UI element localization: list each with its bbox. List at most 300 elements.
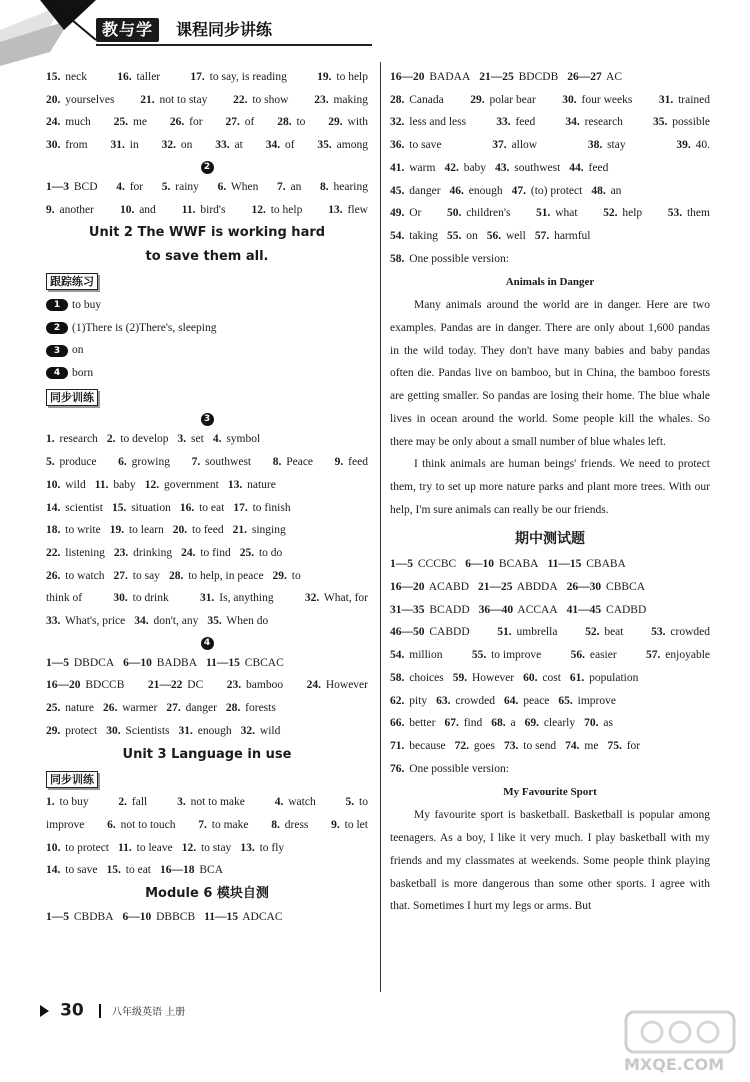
answer-number: 6—10	[465, 558, 494, 571]
answer-number: 41.	[390, 161, 405, 174]
answer-number: 33.	[496, 116, 511, 129]
answer-text: listening	[65, 546, 105, 559]
answer-item	[607, 740, 640, 752]
answer-text: stay	[607, 139, 626, 152]
answer-number: 21.	[140, 93, 155, 106]
header-rule	[96, 44, 372, 46]
answer-number: 7.	[276, 180, 286, 193]
answer-item	[110, 524, 164, 536]
page-number: 30	[60, 1000, 84, 1021]
section-number-badge: 2	[201, 161, 214, 174]
answer-text: to feed	[192, 524, 224, 537]
answer-line	[46, 66, 368, 89]
answer-number: 59.	[452, 671, 468, 684]
answer-item	[114, 570, 160, 582]
left-column	[46, 66, 368, 929]
answer-number: 28.	[390, 93, 405, 106]
answer-item	[178, 433, 204, 445]
answer-line	[390, 66, 710, 89]
answer-number: 10.	[46, 478, 61, 491]
answer-text: watch	[288, 796, 316, 809]
answer-text: taking	[409, 229, 438, 242]
answer-number: 35.	[653, 116, 668, 129]
answer-text: BADAA	[429, 71, 471, 83]
answer-text: think of	[46, 592, 83, 605]
answer-text: to save	[409, 139, 442, 152]
answer-item	[390, 111, 466, 134]
arrow-icon	[40, 1005, 49, 1017]
answer-number: 32.	[304, 592, 320, 605]
answer-item	[653, 111, 710, 134]
answer-text: (to) protect	[530, 184, 583, 197]
section-number-badge: 4	[201, 637, 214, 650]
answer-text: making	[333, 93, 368, 106]
answer-item	[180, 502, 224, 514]
answer-number: 21—25	[479, 71, 514, 83]
answer-text: BCA	[199, 864, 224, 877]
answer-item	[46, 615, 125, 627]
answer-number: 65.	[558, 694, 573, 707]
answer-item	[226, 702, 276, 714]
footer-divider	[99, 1004, 101, 1018]
answer-number: 57.	[646, 649, 661, 662]
answer-item	[331, 814, 368, 837]
answer-text: CCCBC	[417, 558, 457, 571]
answer-text: harmful	[554, 229, 591, 242]
answer-item	[117, 66, 160, 89]
answer-item	[140, 89, 207, 112]
answer-text: When	[230, 180, 259, 193]
answer-item	[107, 864, 151, 876]
answer-item	[390, 763, 509, 775]
answer-text: as	[603, 717, 613, 730]
answer-item	[487, 230, 526, 242]
answer-number: 24.	[46, 116, 61, 129]
answer-number: 34.	[565, 116, 580, 129]
answer-text: because	[409, 739, 446, 752]
answer-number: 26.	[102, 702, 118, 715]
answer-item	[307, 674, 368, 697]
answer-number: 21.	[232, 524, 247, 537]
answer-number: 45.	[390, 184, 405, 197]
answer-number: 1—5	[46, 911, 69, 924]
answer-text: warm	[409, 161, 436, 174]
answer-text: symbol	[226, 433, 261, 446]
answer-line	[46, 89, 368, 112]
answer-text: to drink	[132, 592, 169, 605]
answer-item	[46, 199, 94, 222]
watermark-text: MXQE.COM	[624, 1055, 725, 1074]
answer-text: What's, price	[65, 615, 126, 628]
answer-item	[218, 176, 259, 199]
answer-text: CABDD	[429, 626, 470, 639]
page-header	[0, 0, 750, 66]
answer-number: 3.	[177, 433, 187, 446]
column-divider	[380, 62, 381, 992]
answer-item	[565, 740, 598, 752]
answer-number: 4.	[274, 796, 284, 809]
answer-text: million	[409, 649, 443, 662]
answer-item	[160, 864, 223, 876]
answer-number: 9.	[46, 203, 55, 216]
answer-item	[567, 71, 622, 83]
answer-number: 14.	[46, 864, 61, 877]
section-tag: 同步训练	[46, 389, 98, 406]
answer-item	[496, 111, 535, 134]
answer-item	[465, 558, 538, 570]
answer-number: 17.	[233, 501, 248, 514]
answer-number: 16—20	[390, 581, 425, 594]
answer-text: to find	[200, 546, 231, 559]
answer-text: DBBCB	[156, 911, 196, 924]
answer-text: BDCDB	[518, 71, 559, 83]
answer-item	[547, 558, 625, 570]
answer-item	[455, 740, 495, 752]
answer-line	[46, 720, 368, 743]
answer-item	[162, 176, 199, 199]
answer-item	[95, 479, 136, 491]
answer-item	[215, 134, 243, 157]
answer-text: population	[589, 671, 639, 684]
answer-line	[390, 621, 710, 644]
answer-text: crowded	[670, 626, 710, 639]
answer-number: 19.	[317, 71, 332, 83]
answer-item	[46, 587, 82, 610]
answer-number: 22.	[46, 546, 61, 559]
answer-number: 39.	[676, 139, 691, 152]
answer-number: 50.	[446, 207, 462, 220]
answer-item	[390, 604, 470, 616]
answer-text: enough	[468, 184, 503, 197]
answer-item	[241, 725, 281, 737]
answer-number: 32.	[161, 139, 176, 152]
answer-number: 74.	[565, 739, 580, 752]
answer-number: 2.	[118, 796, 128, 809]
answer-number: 11—15	[547, 558, 582, 571]
section-tag-row	[46, 385, 368, 410]
answer-item	[567, 604, 647, 616]
exercise-number-pill: 1	[46, 299, 68, 311]
answer-text: wild	[65, 478, 86, 491]
answer-number: 25.	[239, 546, 255, 559]
answer-item	[111, 134, 139, 157]
answer-text: singing	[251, 524, 286, 537]
answer-item	[447, 202, 510, 225]
answer-text: children's	[466, 207, 511, 220]
answer-item	[251, 199, 302, 222]
answer-number: 24.	[181, 546, 196, 559]
answer-text: for	[626, 739, 641, 752]
answer-item	[46, 111, 91, 134]
answer-number: 11.	[94, 478, 109, 491]
answer-text: However	[471, 671, 515, 684]
answer-text: to protect	[65, 841, 109, 854]
answer-text: to stay	[200, 841, 232, 854]
answer-text: dress	[284, 818, 309, 831]
answer-item	[444, 162, 486, 174]
answer-number: 63.	[436, 694, 451, 707]
answer-number: 2.	[106, 433, 116, 446]
answer-number: 20.	[172, 524, 188, 537]
answer-text: drinking	[133, 546, 173, 559]
exercise-item	[46, 294, 368, 317]
answer-item	[240, 842, 284, 854]
answer-number: 61.	[569, 671, 585, 684]
answer-number: 16.	[117, 71, 132, 83]
answer-number: 23.	[226, 679, 242, 692]
answer-item	[535, 230, 591, 242]
answer-text: to improve	[491, 649, 542, 662]
answer-text: of	[284, 139, 295, 152]
answer-number: 7.	[191, 456, 201, 469]
answer-number: 12.	[144, 478, 160, 491]
answer-item	[106, 725, 169, 737]
answer-line	[46, 497, 368, 520]
answer-item	[177, 791, 245, 814]
answer-text: hearing	[333, 180, 368, 193]
answer-item	[240, 547, 283, 559]
answer-item	[591, 185, 621, 197]
answer-line	[46, 565, 368, 588]
exercise-item	[46, 362, 368, 385]
unit-title	[46, 743, 368, 767]
answer-item	[317, 134, 368, 157]
answer-item	[491, 717, 515, 729]
answer-number: 36—40	[478, 603, 514, 616]
answer-item	[444, 717, 482, 729]
answer-number: 27.	[225, 116, 240, 129]
answer-item	[390, 717, 435, 729]
answer-number: 30.	[106, 724, 121, 737]
answer-number: 30.	[562, 93, 577, 106]
answer-number: 4.	[116, 180, 125, 193]
answer-text: improve	[577, 694, 616, 707]
answer-text: don't, any	[153, 615, 199, 628]
answer-text: BCD	[73, 180, 98, 193]
answer-item	[204, 911, 282, 923]
answer-text: to buy	[59, 796, 89, 809]
answer-text: BADBA	[156, 656, 198, 669]
answer-number: 36.	[390, 139, 405, 152]
brand-logo: 教与学	[96, 18, 159, 42]
answer-text: research	[59, 433, 98, 446]
answer-text: beat	[604, 626, 624, 639]
answer-number: 41—45	[566, 603, 602, 616]
answer-item	[118, 451, 170, 474]
answer-text: scientist	[65, 501, 103, 514]
answer-item	[436, 695, 495, 707]
answer-number: 21—25	[478, 581, 513, 594]
answer-text: However	[325, 679, 368, 692]
answer-item	[181, 547, 231, 559]
answer-item	[275, 791, 316, 814]
answer-text: bird's	[200, 203, 226, 216]
answer-text: Scientists	[125, 724, 170, 737]
answer-text: to say	[132, 569, 160, 582]
answer-text: crowded	[455, 694, 495, 707]
answer-item	[46, 451, 97, 474]
answer-item	[46, 842, 109, 854]
answer-item	[134, 615, 198, 627]
answer-item	[116, 176, 143, 199]
answer-number: 53.	[667, 207, 683, 220]
page-footer	[40, 1000, 185, 1021]
answer-text: danger	[185, 702, 217, 715]
answer-item	[170, 111, 203, 134]
answer-text: not to make	[190, 796, 245, 809]
answer-text: from	[65, 139, 88, 152]
answer-number: 64.	[503, 694, 519, 707]
exercise-number-pill: 3	[46, 345, 68, 357]
answer-item	[273, 451, 313, 474]
answer-text: to help, in peace	[188, 569, 264, 582]
answer-number: 17.	[190, 71, 205, 83]
answer-text: allow	[511, 139, 538, 152]
answer-number: 35.	[207, 615, 222, 628]
answer-number: 55.	[471, 649, 487, 662]
answer-item	[277, 176, 301, 199]
answer-number: 27.	[166, 702, 181, 715]
answer-number: 11.	[181, 203, 196, 216]
answer-item	[169, 570, 264, 582]
answer-line	[390, 735, 710, 758]
answer-text: BCADD	[429, 603, 470, 616]
answer-line	[390, 758, 710, 781]
exercise-answer: (1)There is (2)There's, sleeping	[72, 321, 217, 334]
answer-line	[390, 644, 710, 667]
answer-text: southwest	[205, 456, 252, 469]
answer-item	[266, 134, 295, 157]
answer-item	[512, 185, 583, 197]
answer-number: 22.	[233, 93, 248, 106]
essay-title: Animals in Danger	[505, 276, 595, 289]
answer-line	[46, 859, 368, 882]
answer-number: 1.	[46, 796, 55, 809]
answer-item	[46, 547, 105, 559]
answer-line	[46, 587, 368, 610]
answer-line	[390, 667, 710, 690]
answer-number: 38.	[587, 139, 603, 152]
answer-text: to leave	[136, 841, 173, 854]
unit-title-line: Unit 3 Language in use	[122, 746, 292, 762]
answer-text: help	[622, 207, 643, 220]
answer-number: 54.	[390, 649, 405, 662]
answer-text: goes	[473, 739, 495, 752]
answer-text: set	[191, 433, 204, 446]
answer-item	[472, 644, 541, 667]
answer-item	[233, 89, 288, 112]
answer-item	[492, 134, 537, 157]
answer-text: an	[610, 184, 622, 197]
answer-text: to send	[523, 739, 557, 752]
answer-line	[390, 157, 710, 180]
answer-text: another	[59, 203, 94, 216]
answer-line	[390, 180, 710, 203]
answer-item	[46, 911, 114, 923]
answer-item	[390, 162, 435, 174]
answer-item	[46, 502, 103, 514]
answer-item	[145, 479, 219, 491]
answer-number: 18.	[46, 524, 61, 537]
answer-number: 16.	[179, 501, 195, 514]
answer-text: easier	[589, 649, 617, 662]
answer-text: bamboo	[246, 679, 284, 692]
answer-item	[314, 89, 368, 112]
answer-line	[390, 712, 710, 735]
answer-text: Canada	[409, 93, 444, 106]
answer-item	[390, 581, 469, 593]
answer-number: 31.	[658, 93, 674, 106]
right-column	[390, 66, 710, 918]
answer-number: 47.	[511, 184, 527, 197]
answer-number: 24.	[306, 679, 321, 692]
answer-text: choices	[409, 671, 444, 684]
answer-number: 28.	[277, 116, 292, 129]
answer-number: 16—20	[46, 679, 81, 692]
answer-text: clearly	[543, 717, 576, 730]
answer-item	[504, 740, 556, 752]
answer-number: 25.	[113, 116, 129, 129]
answer-item	[46, 702, 94, 714]
answer-text: to do	[258, 546, 283, 559]
exercise-answer: on	[72, 344, 84, 357]
answer-number: 48.	[591, 184, 606, 197]
answer-item	[569, 162, 608, 174]
answer-text: taller	[136, 71, 161, 83]
section-tag-row	[46, 767, 368, 792]
answer-line	[46, 542, 368, 565]
answer-item	[603, 202, 642, 225]
answer-item	[120, 199, 156, 222]
answer-number: 72.	[454, 739, 470, 752]
answer-line	[46, 837, 368, 860]
answer-text: danger	[409, 184, 441, 197]
answer-item	[651, 621, 710, 644]
answer-item	[114, 111, 147, 134]
answer-text: to save	[65, 864, 98, 877]
answer-number: 58.	[390, 671, 405, 684]
answer-item	[478, 581, 558, 593]
answer-line	[46, 111, 368, 134]
answer-number: 29.	[328, 116, 343, 129]
answer-line	[46, 451, 368, 474]
answer-number: 31.	[178, 724, 193, 737]
answer-line	[46, 814, 368, 837]
answer-line	[46, 176, 368, 199]
answer-number: 49.	[390, 207, 405, 220]
answer-number: 12.	[181, 841, 197, 854]
answer-item	[584, 717, 613, 729]
answer-item	[570, 672, 638, 684]
answer-item	[190, 66, 286, 89]
answer-text: among	[336, 139, 368, 152]
answer-number: 30.	[46, 139, 61, 152]
answer-item	[470, 89, 536, 112]
answer-item	[536, 202, 578, 225]
answer-number: 51.	[535, 207, 551, 220]
answer-item	[453, 672, 514, 684]
answer-item	[390, 230, 438, 242]
answer-number: 5.	[345, 796, 355, 809]
answer-item	[271, 814, 308, 837]
answer-text: to write	[65, 524, 101, 537]
unit-title-line: Module 6 模块自测	[145, 886, 269, 902]
corner-decoration-icon	[0, 0, 96, 66]
answer-text: a	[510, 717, 516, 730]
answer-item	[103, 702, 157, 714]
answer-item	[166, 702, 217, 714]
answer-text: ACCAA	[517, 603, 558, 616]
